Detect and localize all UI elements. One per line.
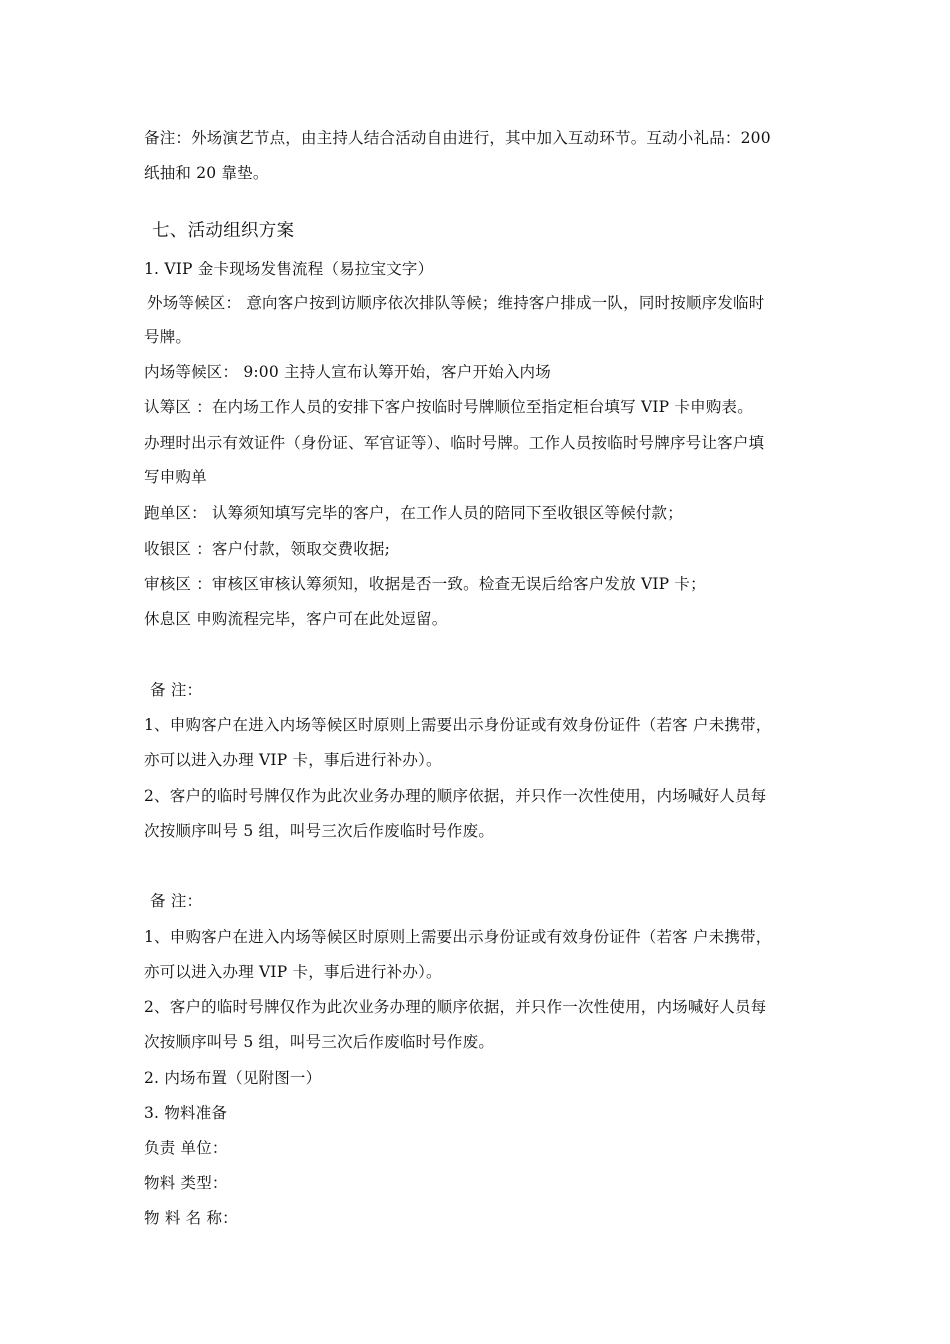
remarks-b-item-1-line-2: 亦可以进入办理 VIP 卡，事后进行补办）。: [144, 963, 442, 981]
remarks-a-item-2-line-1: 2、客户的临时号牌仅作为此次业务办理的顺序依据，并只作一次性使用，内场喊好人员每: [144, 787, 767, 805]
section-heading: 七、活动组织方案: [152, 221, 295, 241]
outer-waiting-area-line-2: 号牌。: [144, 328, 192, 346]
vip-process-title: 1. VIP 金卡现场发售流程（易拉宝文字）: [144, 260, 434, 278]
inner-waiting-area: 内场等候区： 9:00 主持人宣布认筹开始，客户开始入内场: [144, 363, 551, 381]
material-type-label: 物料 类型：: [144, 1174, 228, 1192]
indoor-layout-item: 2. 内场布置（见附图一）: [144, 1069, 322, 1087]
material-name-label: 物 料 名 称：: [144, 1209, 238, 1227]
remarks-a-title: 备 注：: [150, 681, 203, 699]
rest-area: 休息区 申购流程完毕，客户可在此处逗留。: [144, 610, 448, 628]
cashier-area: 收银区 ：客户付款，领取交费收据;: [144, 540, 391, 558]
remarks-a-item-2-line-2: 次按顺序叫号 5 组，叫号三次后作废临时号作废。: [144, 822, 495, 840]
remarks-a-item-1-line-1: 1、申购客户在进入内场等候区时原则上需要出示身份证或有效身份证件（若客 户未携带，: [144, 716, 772, 734]
outer-waiting-area-line-1: 外场等候区： 意向客户按到访顺序依次排队等候；维持客户排成一队，同时按顺序发临时: [147, 294, 765, 312]
remarks-b-item-2-line-1: 2、客户的临时号牌仅作为此次业务办理的顺序依据，并只作一次性使用，内场喊好人员每: [144, 998, 767, 1016]
remarks-b-title: 备 注：: [150, 892, 203, 910]
outdoor-note-line-1: 备注：外场演艺节点，由主持人结合活动自由进行，其中加入互动环节。互动小礼品：200: [144, 129, 771, 147]
materials-title: 3. 物料准备: [144, 1104, 228, 1122]
runner-area: 跑单区： 认筹须知填写完毕的客户，在工作人员的陪同下至收银区等候付款；: [144, 504, 683, 522]
responsible-unit-label: 负责 单位：: [144, 1139, 228, 1157]
remarks-b-item-1-line-1: 1、申购客户在进入内场等候区时原则上需要出示身份证或有效身份证件（若客 户未携带，: [144, 928, 772, 946]
review-area: 审核区 ：审核区审核认筹须知，收据是否一致。检查无误后给客户发放 VIP 卡；: [144, 575, 706, 593]
documents-line-1: 办理时出示有效证件（身份证、军官证等）、临时号牌。工作人员按临时号牌序号让客户填: [144, 434, 765, 452]
outdoor-note-line-2: 纸抽和 20 靠垫。: [144, 164, 269, 182]
documents-line-2: 写申购单: [144, 468, 207, 486]
subscription-area: 认筹区 ：在内场工作人员的安排下客户按临时号牌顺位至指定柜台填写 VIP 卡申购表。: [144, 398, 753, 416]
remarks-b-item-2-line-2: 次按顺序叫号 5 组，叫号三次后作废临时号作废。: [144, 1033, 495, 1051]
remarks-a-item-1-line-2: 亦可以进入办理 VIP 卡，事后进行补办）。: [144, 751, 442, 769]
